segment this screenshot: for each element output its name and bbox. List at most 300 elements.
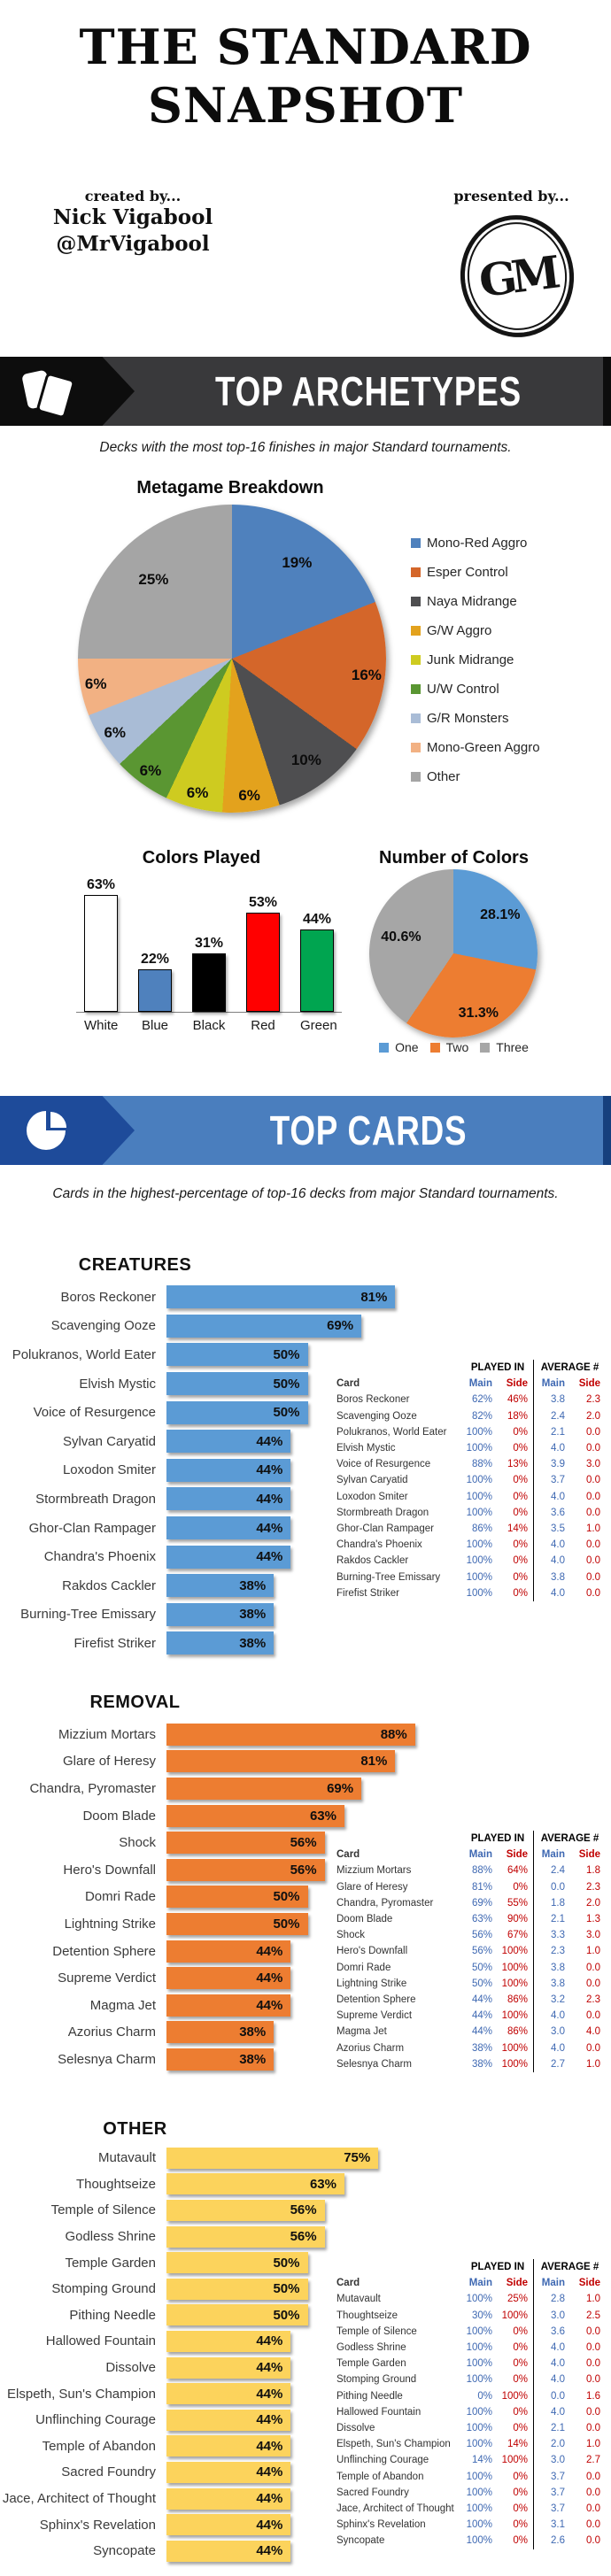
table-main-pct: 100% <box>466 1539 492 1551</box>
bar-row <box>0 1721 459 1748</box>
bar <box>166 1546 290 1569</box>
table-side-avg: 1.0 <box>586 1946 600 1957</box>
table-side-pct: 0% <box>513 2471 528 2482</box>
bar-row <box>0 2224 459 2250</box>
table-main-pct: 30% <box>471 2310 492 2321</box>
card-column-header: Card <box>336 1849 360 1861</box>
table-side-avg: 0.0 <box>586 2374 600 2386</box>
main-column-header: Main <box>468 2278 492 2289</box>
table-card-name: Temple of Silence <box>336 2325 417 2337</box>
legend-swatch <box>411 713 421 723</box>
table-main-avg: 3.5 <box>533 1521 570 1537</box>
pie-slice-label: 40.6% <box>381 929 422 945</box>
bar-category-label: Mizzium Mortars <box>58 1726 156 1742</box>
table-main-avg: 3.7 <box>533 2469 570 2485</box>
table-main-pct: 63% <box>471 1914 492 1925</box>
table-side-pct: 0% <box>513 1443 528 1454</box>
bar-value-label: 38% <box>239 1577 267 1593</box>
legend-label: U/W Control <box>427 682 499 697</box>
bar-value-label: 44% <box>256 2412 283 2428</box>
bar <box>166 2048 274 2071</box>
banner-edge-strip <box>603 357 611 426</box>
bar-value-label: 44% <box>256 1549 283 1565</box>
bar-category-label: Burning-Tree Emissary <box>20 1607 156 1623</box>
table-card-name: Stormbreath Dragon <box>336 1507 429 1518</box>
bar <box>166 2383 290 2404</box>
table-side-pct: 0% <box>513 1491 528 1502</box>
pie-chart-icon <box>27 1109 69 1152</box>
table-main-pct: 100% <box>466 2374 492 2386</box>
table-card-name: Ghor-Clan Rampager <box>336 1523 434 1535</box>
table-side-avg: 2.3 <box>586 1881 600 1893</box>
table-side-pct: 0% <box>513 2342 528 2354</box>
num-colors-legend <box>350 1041 558 1054</box>
table-main-pct: 69% <box>471 1897 492 1909</box>
bar-category-label: Doom Blade <box>82 1808 156 1824</box>
bar-value-label: 44% <box>256 2438 283 2454</box>
bar-category-label: Pithing Needle <box>69 2307 156 2323</box>
table-side-avg: 2.3 <box>586 1394 600 1406</box>
table-main-avg: 0.0 <box>533 1879 570 1895</box>
table-side-avg: 0.0 <box>586 1507 600 1518</box>
bar-column <box>246 895 280 1012</box>
table-main-avg: 3.8 <box>533 1392 570 1408</box>
table-card-name: Temple of Abandon <box>336 2471 424 2482</box>
bar <box>166 2435 290 2456</box>
bar <box>166 1574 274 1597</box>
created-by-block <box>27 188 239 258</box>
legend-swatch <box>411 567 421 577</box>
bar-value-label: 75% <box>344 2150 371 2166</box>
colors-played-axis-labels <box>76 1018 342 1033</box>
table-side-avg: 0.0 <box>586 2471 600 2482</box>
table-main-pct: 14% <box>471 2455 492 2466</box>
played-in-header: PLAYED IN <box>470 1362 525 1373</box>
bar-value-label: 44% <box>256 1971 283 1986</box>
bar <box>166 1285 395 1308</box>
played-in-header: PLAYED IN <box>470 1833 525 1844</box>
table-side-avg: 0.0 <box>586 1978 600 1989</box>
table-card-name: Scavenging Ooze <box>336 1410 417 1422</box>
bar-value-label: 44% <box>256 2491 283 2507</box>
table-main-pct: 0% <box>477 2390 492 2402</box>
bar <box>166 2514 290 2535</box>
table-main-avg: 2.1 <box>533 1911 570 1927</box>
bar-track <box>166 1631 459 1654</box>
bar-category-label: Syncopate <box>93 2543 156 2559</box>
bar <box>166 1805 344 1827</box>
table-main-pct: 100% <box>466 1571 492 1583</box>
table-side-avg: 0.0 <box>586 2010 600 2022</box>
bar-value-label: 63% <box>309 1808 336 1824</box>
played-in-header: PLAYED IN <box>470 2262 525 2272</box>
bar-category-label: Temple of Silence <box>50 2202 156 2218</box>
other-stats-table <box>336 2259 606 2549</box>
bar <box>246 913 280 1012</box>
table-side-avg: 2.0 <box>586 1410 600 1422</box>
table-side-pct: 55% <box>507 1897 528 1909</box>
pie-slice-label: 6% <box>139 761 162 779</box>
bar-value-label: 56% <box>290 2202 317 2218</box>
pie-slice-label: 25% <box>138 571 169 589</box>
bar-category-label: Loxodon Smiter <box>62 1462 156 1478</box>
legend-swatch <box>411 772 421 782</box>
bar-category-label: Dissolve <box>105 2360 156 2376</box>
table-main-avg: 4.0 <box>533 2356 570 2372</box>
side-column-header: Side <box>506 2278 528 2289</box>
bar <box>138 969 172 1012</box>
top-archetypes-banner <box>0 357 611 426</box>
legend-item <box>411 653 540 667</box>
legend-swatch <box>411 684 421 694</box>
table-main-pct: 100% <box>466 1587 492 1599</box>
pie-slice-label: 6% <box>238 787 260 805</box>
table-main-avg: 2.6 <box>533 2533 570 2549</box>
bar-category-label: Azorius Charm <box>67 2025 156 2040</box>
bar-value-label: 53% <box>248 895 278 911</box>
bar-category-label: Hallowed Fountain <box>45 2333 156 2349</box>
table-side-avg: 2.7 <box>586 2455 600 2466</box>
axis-category-label: Black <box>192 1018 226 1033</box>
table-card-name: Magma Jet <box>336 2026 387 2038</box>
table-card-name: Lightning Strike <box>336 1978 407 1989</box>
table-card-name: Mizzium Mortars <box>336 1865 412 1877</box>
bar-category-label: Boros Reckoner <box>60 1289 156 1305</box>
bar-track <box>166 1603 459 1626</box>
table-side-pct: 0% <box>513 1571 528 1583</box>
table-side-avg: 1.0 <box>586 2439 600 2450</box>
legend-label: G/W Aggro <box>427 623 492 638</box>
card-column-header: Card <box>336 2278 360 2289</box>
bar-category-label: Voice of Resurgence <box>33 1405 156 1421</box>
bar <box>166 1343 308 1366</box>
table-side-pct: 0% <box>513 2503 528 2515</box>
bar-row <box>0 1802 459 1830</box>
table-main-avg: 4.0 <box>533 2008 570 2024</box>
legend-item <box>480 1041 529 1054</box>
table-side-pct: 0% <box>513 2423 528 2434</box>
bar-category-label: Sylvan Caryatid <box>62 1433 156 1449</box>
bar-track <box>166 1778 459 1800</box>
bar-category-label: Sacred Foundry <box>61 2464 156 2480</box>
bar-value-label: 56% <box>290 1835 317 1851</box>
main-column-header: Main <box>533 1376 570 1392</box>
table-side-pct: 100% <box>501 1962 528 1973</box>
side-column-header: Side <box>506 1378 528 1390</box>
legend-label: Esper Control <box>427 565 508 580</box>
table-card-name: Sylvan Caryatid <box>336 1475 408 1486</box>
bar-row <box>0 1748 459 1776</box>
table-side-avg: 0.0 <box>586 1587 600 1599</box>
table-side-pct: 67% <box>507 1930 528 1941</box>
table-side-pct: 46% <box>507 1394 528 1406</box>
bar-category-label: Elvish Mystic <box>79 1376 156 1392</box>
legend-label: Junk Midrange <box>427 652 514 667</box>
bar-value-label: 44% <box>256 1462 283 1478</box>
bar <box>166 1516 290 1539</box>
table-main-avg: 2.1 <box>533 2420 570 2436</box>
pie-slice-label: 10% <box>290 752 321 769</box>
table-side-avg: 2.0 <box>586 1897 600 1909</box>
table-side-avg: 0.0 <box>586 1475 600 1486</box>
table-main-avg: 3.8 <box>533 1960 570 1976</box>
table-card-name: Azorius Charm <box>336 2042 405 2054</box>
presenter-logo-text: GM <box>476 245 559 307</box>
bar-track <box>166 2148 459 2169</box>
bar <box>166 1832 325 1854</box>
table-card-name: Supreme Verdict <box>336 2010 413 2022</box>
table-main-pct: 100% <box>466 1507 492 1518</box>
legend-label: Two <box>445 1040 469 1054</box>
legend-label: Mono-Green Aggro <box>427 740 540 755</box>
legend-swatch <box>480 1043 490 1053</box>
bar-value-label: 44% <box>256 2333 283 2349</box>
table-card-name: Sphinx's Revelation <box>336 2519 426 2531</box>
table-main-avg: 4.0 <box>533 2372 570 2387</box>
bar <box>192 953 226 1012</box>
bar-track <box>166 1724 459 1746</box>
bar-value-label: 44% <box>256 1433 283 1449</box>
table-side-avg: 0.0 <box>586 2342 600 2354</box>
axis-category-label: White <box>84 1018 119 1033</box>
legend-swatch <box>411 538 421 548</box>
axis-category-label: Green <box>300 1018 337 1033</box>
table-card-name: Glare of Heresy <box>336 1881 408 1893</box>
table-main-avg: 1.8 <box>533 1895 570 1911</box>
bar-category-label: Shock <box>119 1835 156 1851</box>
legend-swatch <box>379 1043 389 1053</box>
table-main-avg: 4.0 <box>533 1585 570 1601</box>
bar-category-label: Polukranos, World Eater <box>12 1346 156 1362</box>
table-main-pct: 50% <box>471 1962 492 1973</box>
metagame-legend <box>411 536 540 783</box>
table-main-avg: 3.1 <box>533 2517 570 2533</box>
table-side-pct: 64% <box>507 1865 528 1877</box>
average-header: AVERAGE # <box>533 1831 606 1847</box>
table-main-pct: 100% <box>466 2342 492 2354</box>
table-card-name: Chandra's Phoenix <box>336 1539 422 1551</box>
table-card-name: Rakdos Cackler <box>336 1555 409 1567</box>
bar-row <box>0 2171 459 2198</box>
table-side-avg: 0.0 <box>586 2325 600 2337</box>
table-main-pct: 100% <box>466 2503 492 2515</box>
table-card-name: Domri Rade <box>336 1962 391 1973</box>
bar-value-label: 63% <box>86 876 116 892</box>
bar-category-label: Lightning Strike <box>64 1916 156 1932</box>
bar <box>166 1603 274 1626</box>
bar <box>166 1859 325 1881</box>
bar <box>166 1913 308 1935</box>
table-side-pct: 100% <box>501 2310 528 2321</box>
bar-category-label: Stormbreath Dragon <box>35 1491 156 1507</box>
table-side-avg: 1.8 <box>586 1865 600 1877</box>
bar-value-label: 69% <box>327 1780 354 1796</box>
bar <box>166 1372 308 1395</box>
table-main-avg: 3.2 <box>533 1992 570 2008</box>
pie-slice-label: 28.1% <box>480 906 521 922</box>
table-main-pct: 100% <box>466 2423 492 2434</box>
table-side-pct: 0% <box>513 2535 528 2547</box>
bar-category-label: Selesnya Charm <box>58 2051 156 2067</box>
bar-value-label: 44% <box>256 1491 283 1507</box>
top-archetypes-banner-title: TOP ARCHETYPES <box>215 368 522 414</box>
bar-value-label: 44% <box>256 1943 283 1959</box>
table-card-name: Temple Garden <box>336 2358 406 2370</box>
bar <box>166 2200 325 2221</box>
top-cards-banner <box>0 1096 611 1165</box>
num-colors-chart-title: Number of Colors <box>379 848 529 868</box>
bar-category-label: Godless Shrine <box>65 2229 156 2245</box>
table-side-pct: 0% <box>513 1507 528 1518</box>
bar <box>166 2226 325 2248</box>
bar-value-label: 44% <box>256 2360 283 2376</box>
table-main-pct: 100% <box>466 2535 492 2547</box>
bar <box>166 1886 308 1908</box>
page-title-line2: SNAPSHOT <box>147 77 464 134</box>
legend-label: Other <box>427 769 460 784</box>
bar <box>166 2021 274 2043</box>
table-main-pct: 88% <box>471 1865 492 1877</box>
table-main-avg: 3.6 <box>533 2324 570 2340</box>
table-header-spacer <box>336 1360 462 1376</box>
main-column-header: Main <box>533 2275 570 2291</box>
table-main-avg: 2.4 <box>533 1408 570 1424</box>
table-side-pct: 100% <box>501 2058 528 2070</box>
table-main-pct: 100% <box>466 1475 492 1486</box>
table-side-avg: 1.6 <box>586 2390 600 2402</box>
axis-category-label: Blue <box>141 1018 169 1033</box>
table-side-avg: 1.0 <box>586 1523 600 1535</box>
table-card-name: Shock <box>336 1930 365 1941</box>
bar-value-label: 56% <box>290 2229 317 2245</box>
bar-row <box>0 1312 459 1341</box>
bar-value-label: 38% <box>239 1635 267 1651</box>
legend-item <box>411 624 540 637</box>
bar-category-label: Rakdos Cackler <box>62 1577 156 1593</box>
main-column-header: Main <box>468 1378 492 1390</box>
table-side-pct: 0% <box>513 2406 528 2418</box>
bar <box>166 2279 308 2300</box>
bar-value-label: 44% <box>256 2517 283 2533</box>
table-side-pct: 0% <box>513 2374 528 2386</box>
table-card-name: Doom Blade <box>336 1914 393 1925</box>
table-main-avg: 3.6 <box>533 1505 570 1521</box>
bar-value-label: 44% <box>256 2386 283 2402</box>
table-main-avg: 2.1 <box>533 1424 570 1440</box>
table-card-name: Boros Reckoner <box>336 1394 410 1406</box>
table-main-avg: 0.0 <box>533 2388 570 2404</box>
table-card-name: Dissolve <box>336 2423 375 2434</box>
table-card-name: Thoughtseize <box>336 2310 398 2321</box>
table-main-avg: 3.7 <box>533 2501 570 2517</box>
table-card-name: Burning-Tree Emissary <box>336 1571 441 1583</box>
bar-column <box>192 936 226 1012</box>
cards-icon <box>23 367 76 415</box>
bar-category-label: Unflinching Courage <box>35 2412 156 2428</box>
table-card-name: Polukranos, World Eater <box>336 1426 447 1438</box>
table-card-name: Sacred Foundry <box>336 2487 409 2498</box>
bar-category-label: Chandra, Pyromaster <box>29 1780 156 1796</box>
table-main-avg: 2.4 <box>533 1863 570 1878</box>
legend-item <box>411 770 540 783</box>
table-main-avg: 3.8 <box>533 1570 570 1585</box>
table-side-avg: 0.0 <box>586 2503 600 2515</box>
side-column-header: Side <box>506 1849 528 1861</box>
table-side-pct: 25% <box>507 2294 528 2305</box>
average-header: AVERAGE # <box>533 1360 606 1376</box>
bar-value-label: 88% <box>380 1726 407 1742</box>
bar-track <box>166 1315 459 1338</box>
table-side-pct: 100% <box>501 2455 528 2466</box>
bar-value-label: 50% <box>273 1889 300 1905</box>
bar-category-label: Ghor-Clan Rampager <box>28 1520 156 1536</box>
bar-value-label: 50% <box>273 1405 300 1421</box>
table-main-avg: 3.0 <box>533 2308 570 2324</box>
legend-label: One <box>395 1040 419 1054</box>
table-side-pct: 13% <box>507 1459 528 1470</box>
table-main-avg: 3.8 <box>533 1976 570 1992</box>
bar-category-label: Mutavault <box>97 2150 156 2166</box>
table-side-pct: 0% <box>513 1426 528 1438</box>
table-side-avg: 2.5 <box>586 2310 600 2321</box>
table-main-pct: 100% <box>466 2439 492 2450</box>
table-side-avg: 0.0 <box>586 2487 600 2498</box>
legend-label: Naya Midrange <box>427 594 517 609</box>
table-card-name: Elspeth, Sun's Champion <box>336 2439 451 2450</box>
bar-row <box>0 1283 459 1312</box>
created-by-label: created by... <box>84 188 182 204</box>
table-card-name: Hallowed Fountain <box>336 2406 422 2418</box>
table-side-avg: 0.0 <box>586 1491 600 1502</box>
table-main-pct: 88% <box>471 1459 492 1470</box>
table-side-avg: 0.0 <box>586 1962 600 1973</box>
side-column-header: Side <box>578 1849 600 1861</box>
table-main-avg: 2.8 <box>533 2291 570 2307</box>
bar <box>166 2304 308 2325</box>
metagame-chart-title: Metagame Breakdown <box>136 478 324 497</box>
bar <box>166 2331 290 2352</box>
colors-played-chart-title: Colors Played <box>142 848 261 868</box>
archetypes-subtitle: Decks with the most top-16 finishes in major Standard tournaments. <box>99 440 512 455</box>
bar-category-label: Firefist Striker <box>73 1635 156 1651</box>
bar-category-label: Jace, Architect of Thought <box>2 2491 156 2507</box>
bar <box>300 929 334 1012</box>
bar-row <box>0 1629 459 1658</box>
bar <box>166 2462 290 2483</box>
bar-column <box>84 877 118 1012</box>
table-side-pct: 86% <box>507 1994 528 2006</box>
table-main-avg: 2.7 <box>533 2056 570 2072</box>
page-title <box>0 18 611 135</box>
bar-category-label: Chandra's Phoenix <box>43 1549 156 1565</box>
legend-item <box>411 741 540 754</box>
bar-track <box>166 2200 459 2221</box>
table-main-pct: 100% <box>466 2325 492 2337</box>
table-side-avg: 2.3 <box>586 1994 600 2006</box>
table-side-pct: 0% <box>513 2358 528 2370</box>
table-card-name: Firefist Striker <box>336 1587 399 1599</box>
bar <box>166 1994 290 2017</box>
presented-by-label: presented by... <box>453 188 569 204</box>
side-column-header: Side <box>578 2278 600 2289</box>
table-side-pct: 100% <box>501 2010 528 2022</box>
legend-item <box>411 595 540 608</box>
bar-row <box>0 1600 459 1630</box>
table-side-avg: 0.0 <box>586 2042 600 2054</box>
table-card-name: Voice of Resurgence <box>336 1459 431 1470</box>
metagame-pie-chart <box>78 505 386 813</box>
bar-row <box>0 2145 459 2171</box>
